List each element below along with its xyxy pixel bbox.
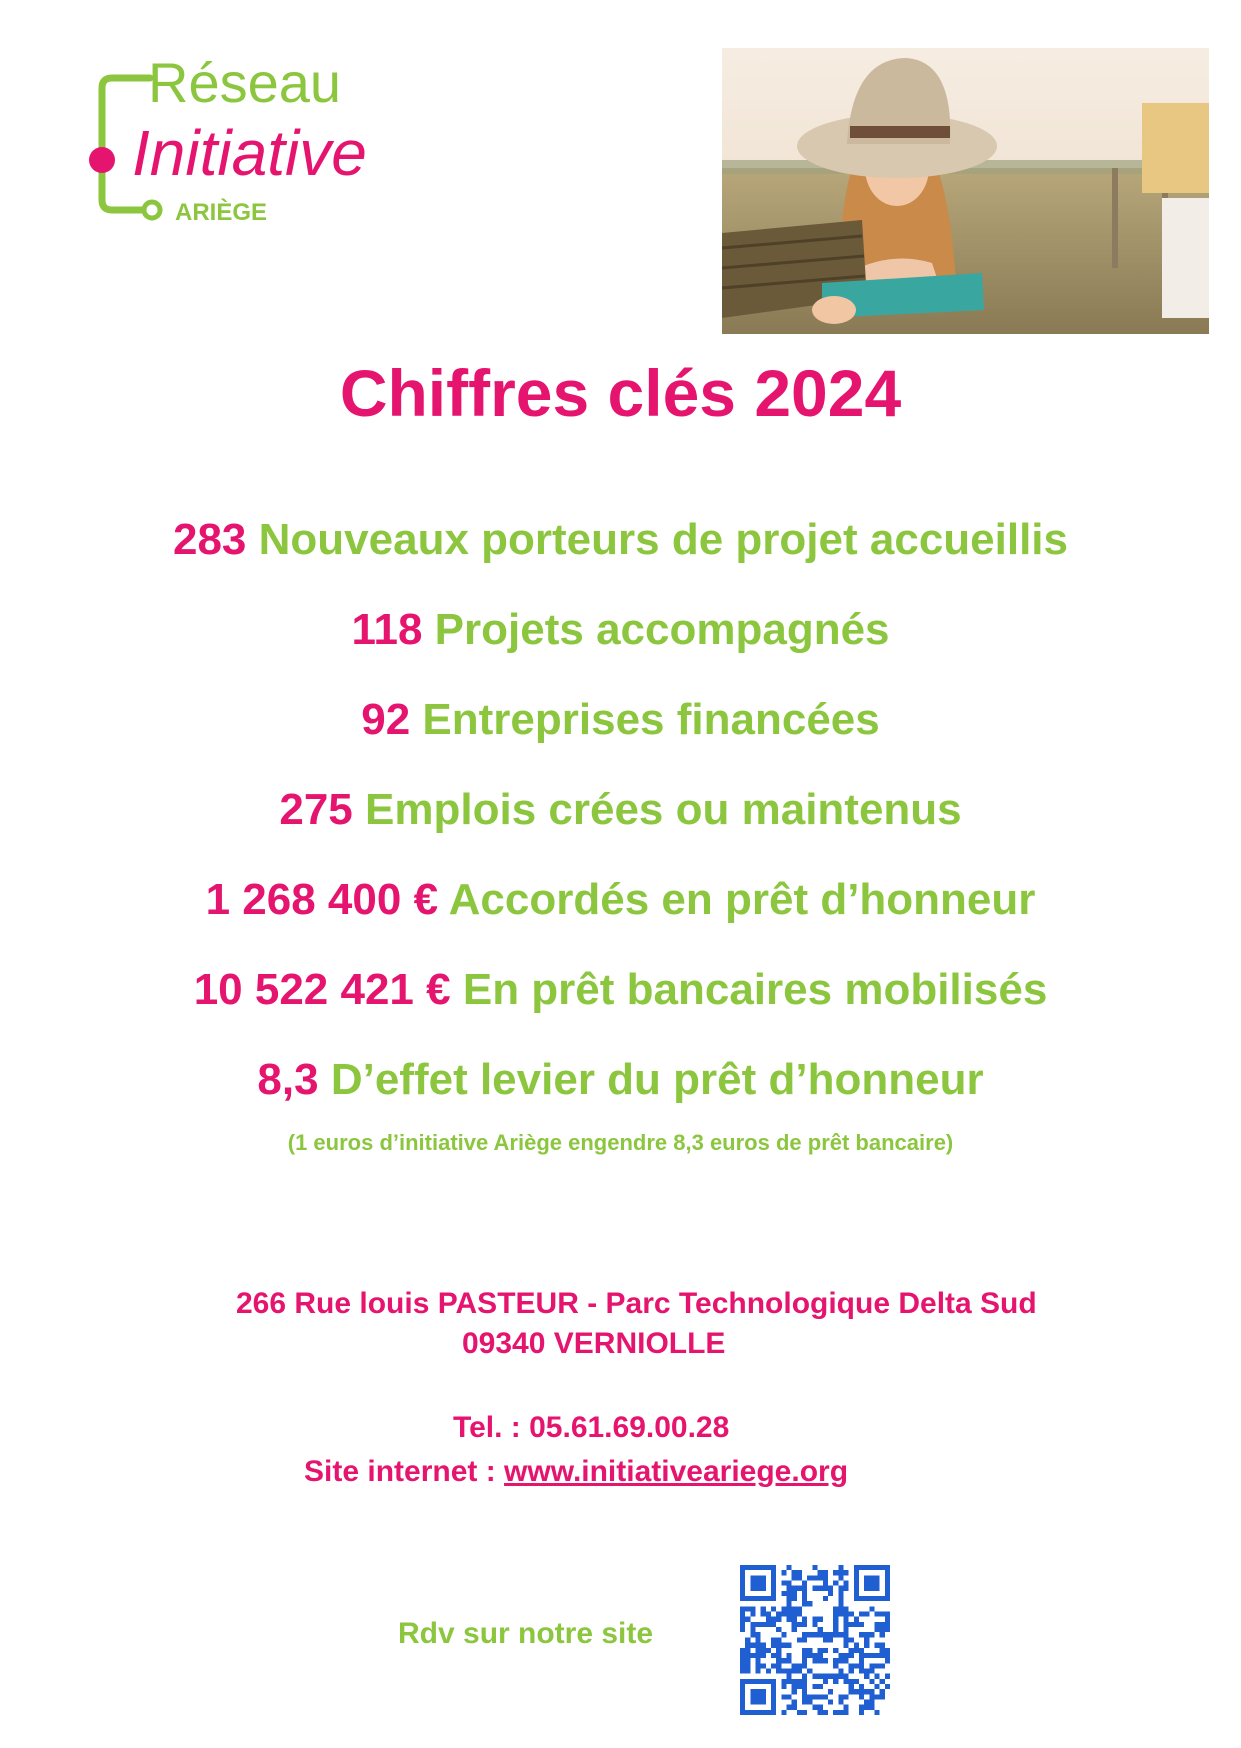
stat-value: 118 — [351, 605, 423, 654]
stat-row — [0, 690, 1241, 750]
stat-row — [0, 600, 1241, 660]
leverage-note: (1 euros d’initiative Ariège engendre 8,3 euros de prêt bancaire) — [287, 1130, 954, 1155]
stat-label: Emplois crées ou maintenus — [365, 785, 962, 834]
stat-value: 92 — [361, 695, 411, 744]
website-line — [304, 1452, 848, 1492]
stat-row — [0, 870, 1241, 930]
page-title: Chiffres clés 2024 — [339, 356, 902, 430]
website-link[interactable]: www.initiativeariege.org — [504, 1455, 849, 1488]
stat-row — [0, 510, 1241, 570]
logo-line3: ARIÈGE — [175, 199, 268, 226]
beekeeper-photo — [722, 48, 1209, 334]
stat-label: Projets accompagnés — [434, 605, 890, 654]
stat-label: Entreprises financées — [422, 695, 880, 744]
stat-label: En prêt bancaires mobilisés — [462, 965, 1048, 1014]
stat-row — [0, 960, 1241, 1020]
stat-value: 1 268 400 € — [205, 875, 439, 924]
website-label: Site internet : — [304, 1455, 496, 1488]
phone-number: Tel. : 05.61.69.00.28 — [453, 1411, 730, 1444]
stat-label: Accordés en prêt d’honneur — [448, 875, 1036, 924]
address-line1: 266 Rue louis PASTEUR - Parc Technologique Delta Sud — [236, 1287, 1037, 1320]
qr-code-icon[interactable] — [740, 1565, 890, 1715]
stat-row — [0, 1050, 1241, 1110]
logo-line2: Initiative — [132, 117, 367, 189]
logo — [80, 50, 500, 240]
stat-row — [0, 780, 1241, 840]
stat-value: 275 — [279, 785, 353, 834]
stat-value: 10 522 421 € — [193, 965, 451, 1014]
stat-label: D’effet levier du prêt d’honneur — [330, 1055, 984, 1104]
logo-line1: Réseau — [148, 51, 342, 114]
stat-value: 283 — [172, 515, 247, 564]
stat-value: 8,3 — [257, 1055, 319, 1104]
rdv-text: Rdv sur notre site — [398, 1617, 654, 1650]
address-line2: 09340 VERNIOLLE — [462, 1327, 726, 1360]
stat-label: Nouveaux porteurs de projet accueillis — [258, 515, 1068, 564]
